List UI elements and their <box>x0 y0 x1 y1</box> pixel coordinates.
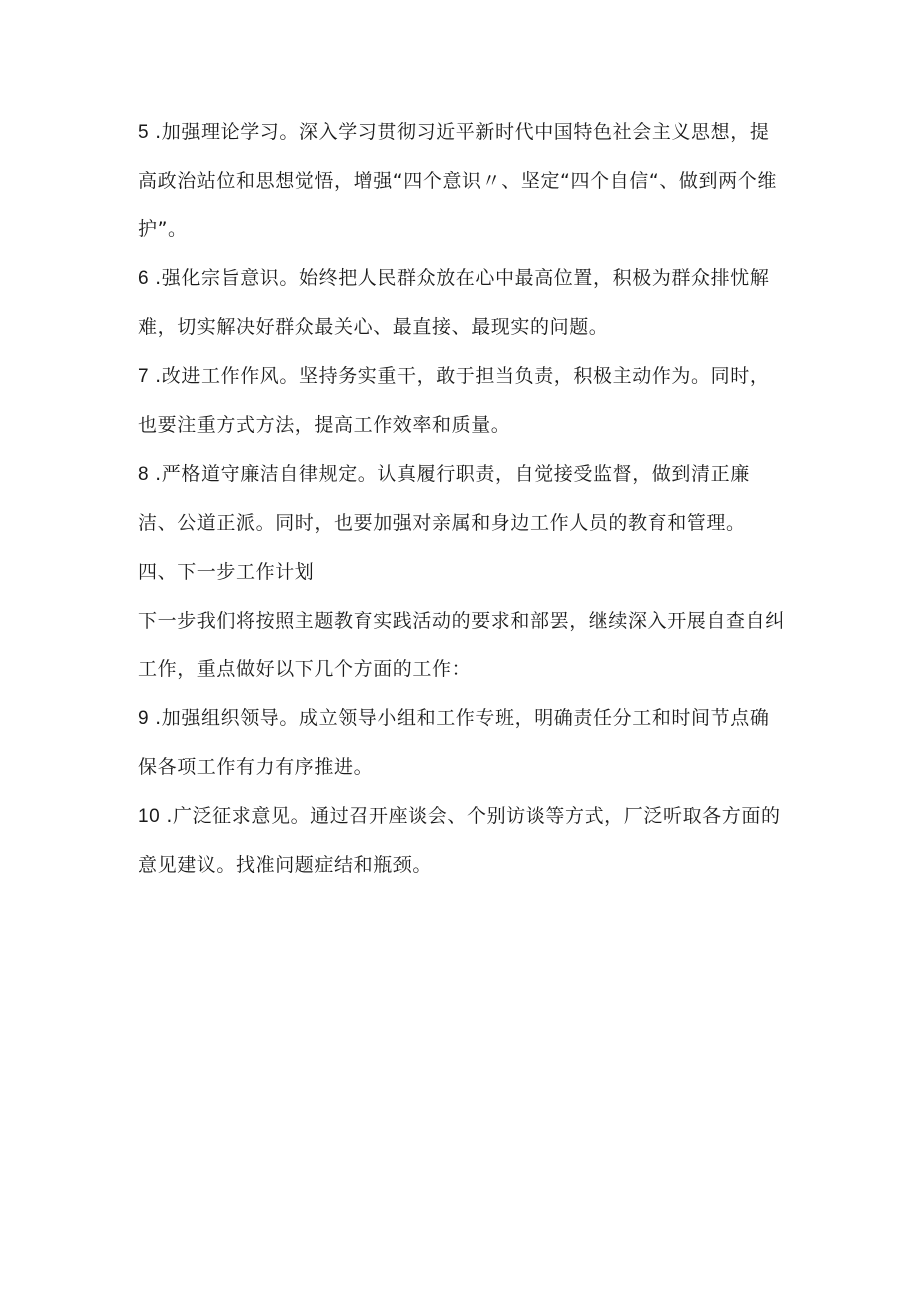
document-body <box>138 108 788 890</box>
list-item-9 <box>138 694 788 791</box>
list-item-8 <box>138 450 788 547</box>
list-item-5 <box>138 108 788 253</box>
item-text: .加强理论学习。深入学习贯彻习近平新时代中国特色社会主义思想，提高政治站位和思想觉悟，增强“四个意识〃、坚定“四个自信“、做到两个维护”。 <box>138 121 777 240</box>
item-text: .改进工作作风。坚持务实重干，敢于担当负责，积极主动作为。同时，也要注重方式方法，提高工作效率和质量。 <box>138 365 770 436</box>
list-item-10 <box>138 792 788 889</box>
list-item-7 <box>138 352 788 449</box>
item-text: .加强组织领导。成立领导小组和工作专班，明确责任分工和时间节点确保各项工作有力有序推进。 <box>138 707 770 778</box>
item-number: 9 <box>138 708 150 729</box>
item-number: 5 <box>138 122 150 143</box>
item-number: 8 <box>138 464 150 485</box>
item-number: 6 <box>138 268 150 289</box>
section-heading: 四、下一步工作计划 <box>138 561 315 583</box>
list-item-6 <box>138 254 788 351</box>
item-text: .严格道守廉洁自律规定。认真履行职责，自觉接受监督，做到清正廉洁、公道正派。同时，也要加强对亲属和身边工作人员的教育和管理。 <box>138 463 750 534</box>
item-text: .广泛征求意见。通过召开座谈会、个别访谈等方式，厂泛听取各方面的意见建议。找准问题症结和瓶颈。 <box>138 805 781 876</box>
intro-paragraph: 下一步我们将按照主题教育实践活动的要求和部罢，继续深入开展自查自纠工作，重点做好以下几个方面的工作： <box>138 610 785 680</box>
item-number: 10 <box>138 806 161 827</box>
item-text: .强化宗旨意识。始终把人民群众放在心中最高位置，积极为群众排忧解难，切实解决好群众最关心、最直接、最现实的问题。 <box>138 267 770 338</box>
item-number: 7 <box>138 366 150 387</box>
